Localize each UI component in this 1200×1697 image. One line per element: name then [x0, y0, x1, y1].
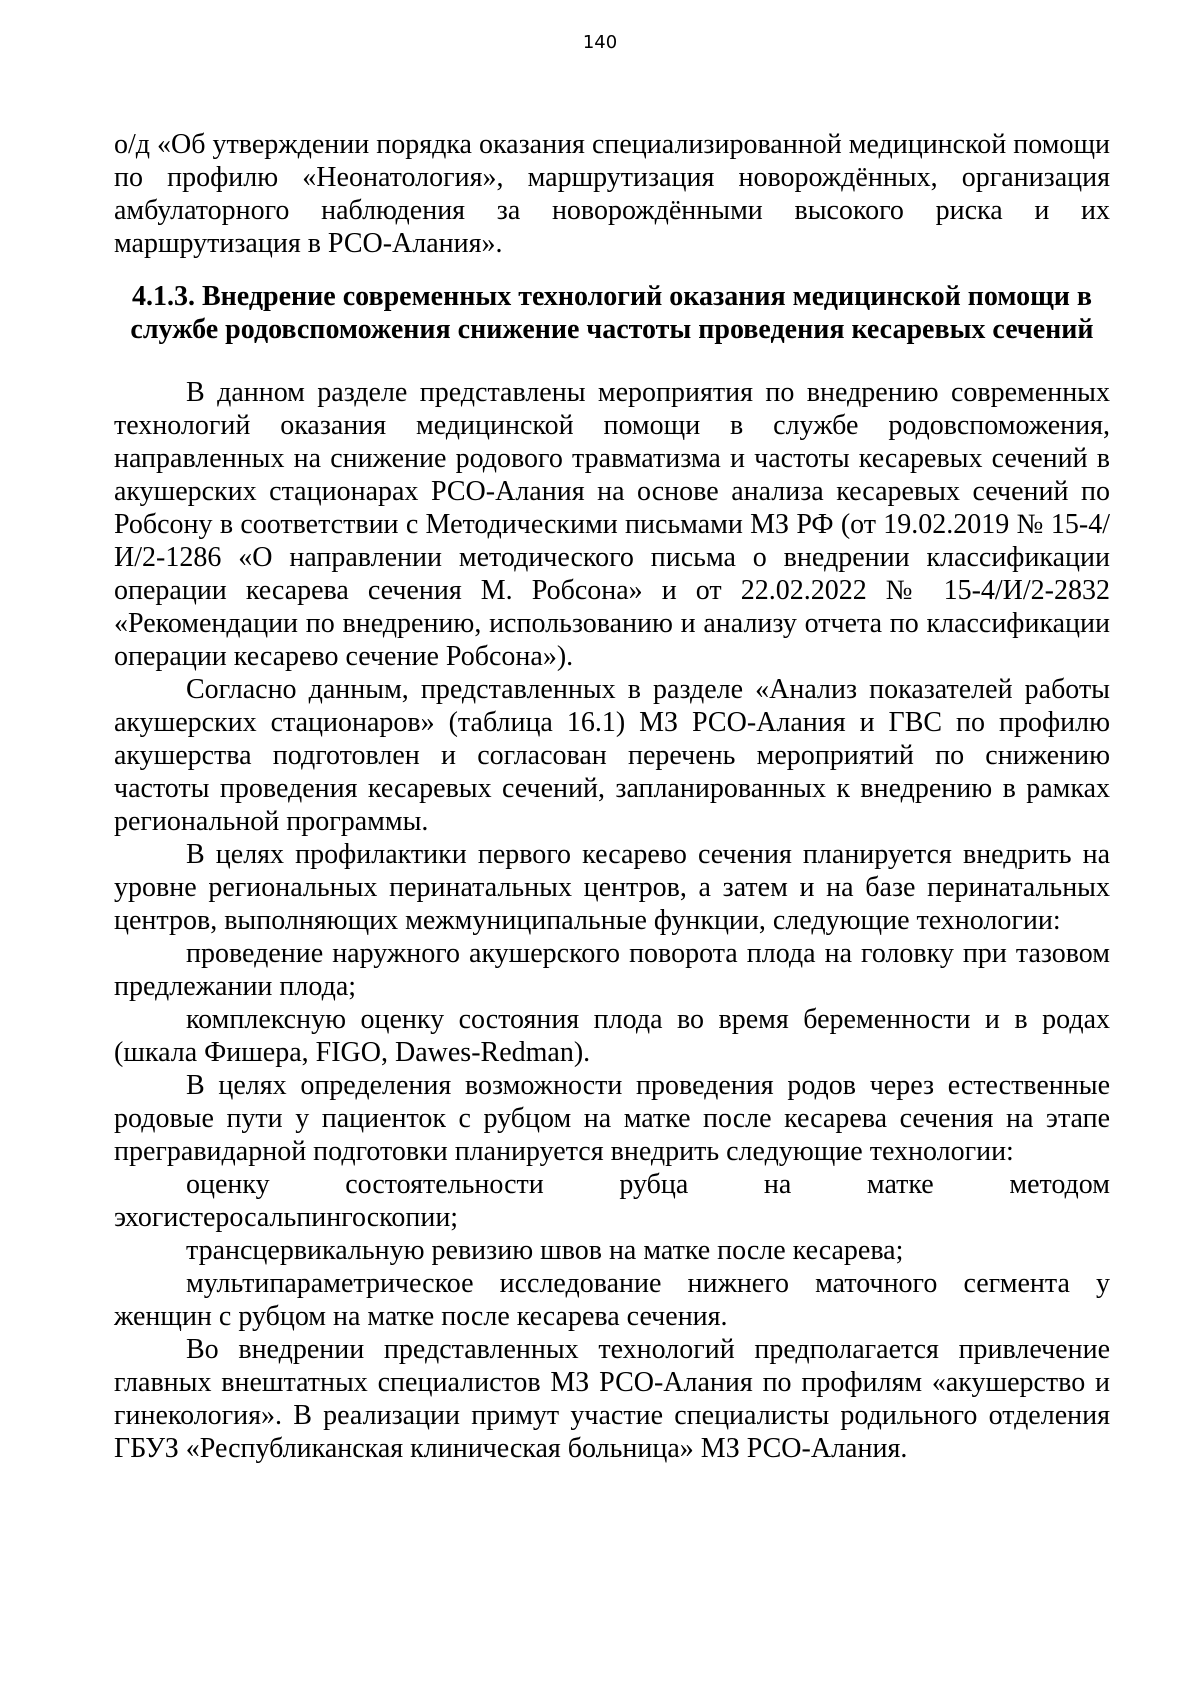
section-heading: 4.1.3. Внедрение современных технологий оказания медицинской помощи в службе родовспоможения снижение частоты проведения кесаревых сечений — [130, 281, 1094, 345]
list-item-scar-assessment: оценку состоятельности рубца на матке методом эхогистеросальпингоскопии; — [114, 1169, 1110, 1233]
list-item-external-version: проведение наружного акушерского поворота плода на головку при тазовом предлежании плода; — [114, 938, 1110, 1002]
page-number: 140 — [582, 32, 618, 53]
paragraph-vbac: В целях определения возможности проведения родов через естественные родовые пути у пациенток с рубцом на матке после кесарева сечения на этапе прегравидарной подготовки планируется внедрить следующие технологии: — [114, 1070, 1110, 1167]
paragraph-prevention: В целях профилактики первого кесарево сечения планируется внедрить на уровне региональных перинатальных центров, а затем и на базе перинатальных центров, выполняющих межмуниципальные функции, следующие технологии: — [114, 839, 1110, 936]
list-item-suture-revision: трансцервикальную ревизию швов на матке после кесарева; — [186, 1235, 904, 1266]
list-item-segment-study: мультипараметрическое исследование нижнего маточного сегмента у женщин с рубцом на матке после кесарева сечения. — [114, 1268, 1110, 1332]
intro-paragraph: о/д «Об утверждении порядка оказания специализированной медицинской помощи по профилю «Неонатология», маршрутизация новорождённых, организация амбулаторного наблюдения за новорождёнными высокого риска и их маршрутизация в РСО-Алания». — [114, 129, 1110, 259]
document-body — [114, 128, 1110, 1465]
list-item-fetal-assessment: комплексную оценку состояния плода во время беременности и в родах (шкала Фишера, FIGO, Dawes-Redman). — [114, 1004, 1110, 1068]
paragraph-specialists: Во внедрении представленных технологий предполагается привлечение главных внештатных специалистов МЗ РСО-Алания по профилям «акушерство и гинекология». В реализации примут участие специалисты родильного отделения ГБУЗ «Республиканская клиническая больница» МЗ РСО-Алания. — [114, 1334, 1110, 1464]
paragraph-scope: В данном разделе представлены мероприятия по внедрению современных технологий оказания медицинской помощи в службе родовспоможения, направленных на снижение родового травматизма и частоты кесаревых сечений в акушерских стационарах РСО-Алания на основе анализа кесаревых сечений по Робсону в соответствии с Методическими письмами МЗ РФ (от 19.02.2019 № 15-4/И/2-1286 «О направлении методического письма о внедрении классификации операции кесарева сечения М. Робсона» и от 22.02.2022 № 15-4/И/2-2832 «Рекомендации по внедрению, использованию и анализу отчета по классификации операции кесарево сечение Робсона»). — [114, 377, 1110, 672]
paragraph-analysis: Согласно данным, представленных в разделе «Анализ показателей работы акушерских стационаров» (таблица 16.1) МЗ РСО-Алания и ГВС по профилю акушерства подготовлен и согласован перечень мероприятий по снижению частоты проведения кесаревых сечений, запланированных к внедрению в рамках региональной программы. — [114, 674, 1110, 837]
